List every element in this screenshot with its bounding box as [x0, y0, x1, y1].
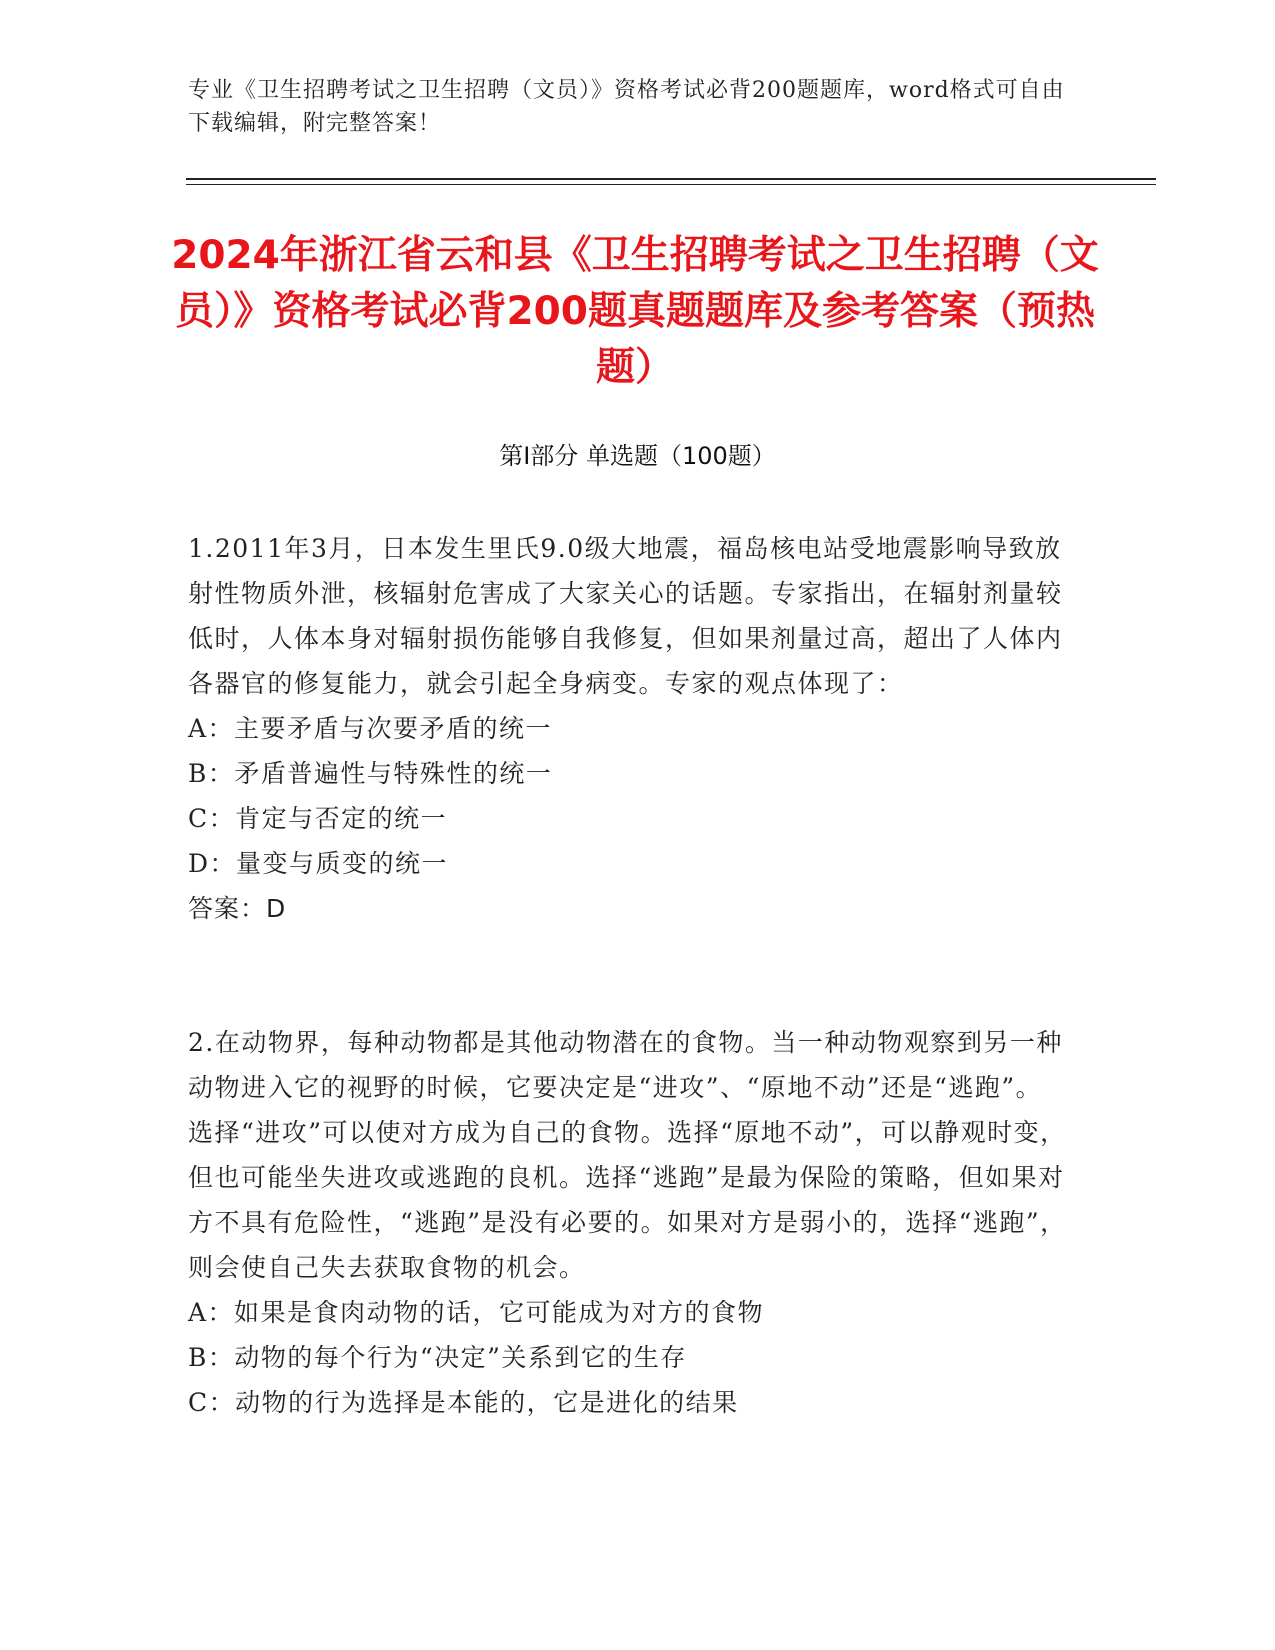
option-c: C：肯定与否定的统一: [188, 804, 448, 833]
document-title: 2024年浙江省云和县《卫生招聘考试之卫生招聘（文员）》资格考试必背200题真题题库及参考答案（预热题）: [171, 233, 1099, 390]
option-a: A：如果是食肉动物的话，它可能成为对方的食物: [188, 1298, 765, 1327]
option-c: C：动物的行为选择是本能的，它是进化的结果: [188, 1388, 739, 1417]
section-heading: 第Ⅰ部分 单选题（100题）: [499, 442, 776, 470]
header-note: 专业《卫生招聘考试之卫生招聘（文员）》资格考试必背200题题库，word格式可自由下载编辑，附完整答案！: [188, 78, 1065, 136]
option-d: D：量变与质变的统一: [188, 849, 449, 878]
option-a: A：主要矛盾与次要矛盾的统一: [188, 714, 553, 743]
question-stem: 1.2011年3月，日本发生里氏9.0级大地震，福岛核电站受地震影响导致放射性物质外泄，核辐射危害成了大家关心的话题。专家指出，在辐射剂量较低时，人体本身对辐射损伤能够自我修复，但如果剂量过高，超出了人体内各器官的修复能力，就会引起全身病变。专家的观点体现了：: [188, 534, 1063, 698]
option-b: B：矛盾普遍性与特殊性的统一: [188, 759, 553, 788]
question-2: [188, 1020, 1068, 1425]
header-rule-thick: [186, 178, 1156, 180]
question-1: [188, 526, 1068, 931]
header-rule-thin: [186, 184, 1156, 185]
option-b: B：动物的每个行为“决定”关系到它的生存: [188, 1343, 687, 1372]
answer: 答案：D: [188, 894, 287, 923]
question-stem: 2.在动物界，每种动物都是其他动物潜在的食物。当一种动物观察到另一种动物进入它的视野的时候，它要决定是“进攻”、“原地不动”还是“逃跑”。选择“进攻”可以使对方成为自己的食物。选择“原地不动”，可以静观时变，但也可能坐失进攻或逃跑的良机。选择“逃跑”是最为保险的策略，但如果对方不具有危险性，“逃跑”是没有必要的。如果对方是弱小的，选择“逃跑”，则会使自己失去获取食物的机会。: [188, 1028, 1067, 1282]
